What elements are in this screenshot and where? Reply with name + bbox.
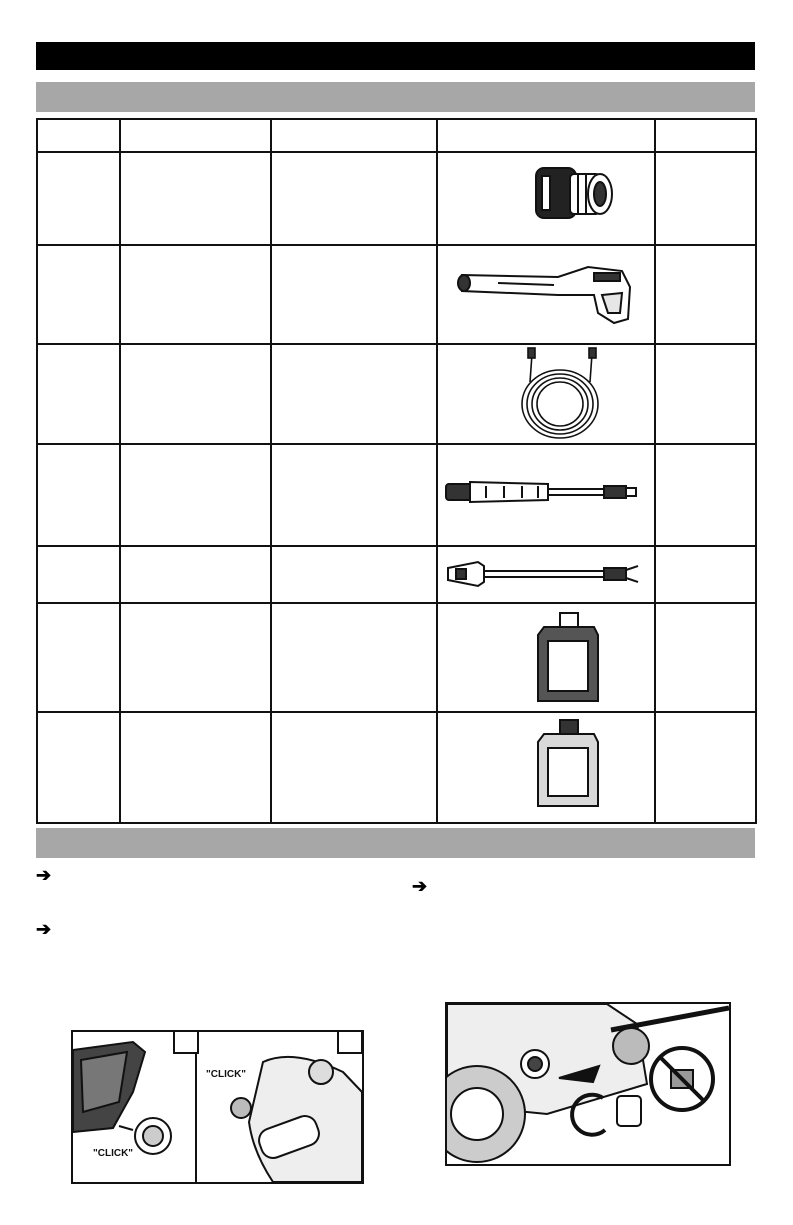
table-cell [437,546,655,603]
header-cell [120,119,271,152]
arrow-right-icon: ➔ [36,919,52,939]
table-cell [271,603,437,712]
table-cell [437,712,655,823]
click-callout: "CLICK" [93,1148,134,1159]
table-row [37,152,756,245]
table-row [37,444,756,546]
table-cell [271,444,437,546]
quick-connect-adapter-icon [438,154,654,244]
header-cell [437,119,655,152]
spray-gun-icon [438,247,654,343]
table-cell [120,444,271,546]
table-cell [655,546,756,603]
high-pressure-hose-icon [438,346,654,443]
header-cell [37,119,120,152]
table-row [37,546,756,603]
table-cell [37,546,120,603]
table-cell [37,152,120,245]
table-cell [271,546,437,603]
table-cell [655,444,756,546]
table-cell [120,546,271,603]
subsection-bar-parts [36,82,755,112]
table-cell [271,245,437,344]
table-row [37,245,756,344]
table-cell [37,444,120,546]
table-row [37,712,756,823]
extension-wand-icon [438,446,654,545]
table-cell [655,603,756,712]
table-cell [120,152,271,245]
table-cell [37,344,120,444]
table-cell [120,603,271,712]
light-bottle-icon [438,714,654,822]
header-cell [655,119,756,152]
table-cell [437,444,655,546]
table-cell [655,152,756,245]
table-cell [37,245,120,344]
table-cell [120,245,271,344]
table-cell [437,245,655,344]
subsection-bar-assembly [36,828,755,858]
table-cell [120,712,271,823]
table-cell [437,344,655,444]
table-cell [271,712,437,823]
dark-bottle-icon [438,605,654,711]
table-cell [655,712,756,823]
table-row [37,603,756,712]
table-cell [437,152,655,245]
figure-left [71,1030,364,1184]
header-cell [271,119,437,152]
table-row [37,344,756,444]
table-cell [655,344,756,444]
table-cell [120,344,271,444]
table-cell [655,245,756,344]
table-cell [271,344,437,444]
connector-illustration [73,1032,362,1182]
click-callout: "CLICK" [206,1069,247,1080]
arrow-right-icon: ➔ [412,876,428,896]
table-header-row [37,119,756,152]
prohibited-icon [647,1044,717,1114]
parts-table [36,118,757,824]
table-cell [437,603,655,712]
table-cell [271,152,437,245]
turbo-nozzle-icon [438,548,654,602]
figure-right [445,1002,731,1166]
arrow-right-icon: ➔ [36,865,52,885]
table-cell [37,712,120,823]
section-title-bar [36,42,755,70]
table-cell [37,603,120,712]
